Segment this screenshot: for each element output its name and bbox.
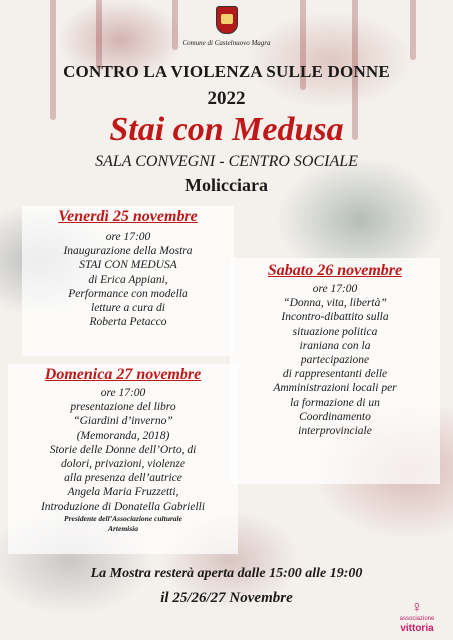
saturday-line: interprovinciale — [298, 425, 372, 438]
saturday-line: la formazione di un — [290, 396, 380, 409]
saturday-line: Coordinamento — [299, 410, 371, 423]
venus-icon: ♀ — [411, 599, 423, 616]
sunday-line: dolori, privazioni, violenze — [61, 458, 185, 471]
saturday-line: iraniana con la — [299, 339, 371, 352]
friday-event — [22, 208, 234, 329]
sunday-event — [8, 366, 238, 534]
exhibition-hours: La Mostra resterà aperta dalle 15:00 alle 19:00 — [90, 566, 363, 581]
sunday-line: alla presenza dell’autrice — [64, 472, 182, 485]
headline: CONTRO LA VIOLENZA SULLE DONNE — [63, 62, 390, 81]
event-year: 2022 — [207, 88, 246, 109]
saturday-event — [230, 262, 440, 438]
saturday-line: partecipazione — [300, 354, 370, 367]
friday-line: Performance con modella — [68, 287, 188, 300]
sunday-line: Angela Maria Fruzzetti, — [67, 486, 179, 499]
friday-line: letture a cura di — [91, 302, 165, 315]
friday-line: STAI CON MEDUSA — [79, 259, 177, 272]
saturday-line: situazione politica — [292, 325, 378, 338]
paint-drip — [410, 0, 416, 60]
exhibition-dates: il 25/26/27 Novembre — [160, 590, 293, 606]
friday-line: Inaugurazione della Mostra — [63, 245, 193, 258]
venue-location: Molicciara — [185, 175, 268, 195]
venue-name: SALA CONVEGNI - CENTRO SOCIALE — [95, 153, 358, 170]
sunday-line: Introduzione di Donatella Gabrielli — [40, 500, 206, 513]
friday-line: Roberta Petacco — [89, 316, 167, 329]
saturday-time: ore 17:00 — [312, 283, 358, 295]
sunday-line: Storie delle Donne dell’Orto, di — [49, 443, 197, 456]
association-label-small: associazione — [399, 616, 435, 622]
sunday-line: (Memoranda, 2018) — [76, 429, 170, 442]
sunday-line: “Giardini d’inverno” — [73, 415, 173, 428]
friday-time: ore 17:00 — [105, 231, 151, 243]
sunday-note: Presidente dell’Associazione culturale — [64, 513, 182, 523]
friday-date: Venerdì 25 novembre — [58, 208, 198, 225]
paint-drip — [96, 0, 102, 70]
sunday-time: ore 17:00 — [100, 387, 146, 399]
saturday-line: “Donna, vita, libertà” — [283, 297, 387, 310]
saturday-line: Incontro-dibattito sulla — [281, 311, 389, 324]
municipality-name: Comune di Castelnuovo Magra — [182, 39, 271, 47]
friday-line: di Erica Appiani, — [88, 273, 168, 286]
saturday-date: Sabato 26 novembre — [267, 262, 403, 279]
saturday-line: Amministrazioni locali per — [273, 382, 397, 395]
saturday-line: di rappresentanti delle — [282, 368, 388, 381]
association-logo — [387, 600, 447, 634]
exhibition-title: Stai con Medusa — [109, 111, 344, 148]
sunday-date: Domenica 27 novembre — [44, 366, 202, 383]
association-label-big: vittoria — [400, 623, 434, 634]
sunday-note: Artemisia — [107, 523, 138, 533]
sunday-line: presentazione del libro — [70, 401, 176, 414]
coat-of-arms-icon — [216, 6, 238, 34]
